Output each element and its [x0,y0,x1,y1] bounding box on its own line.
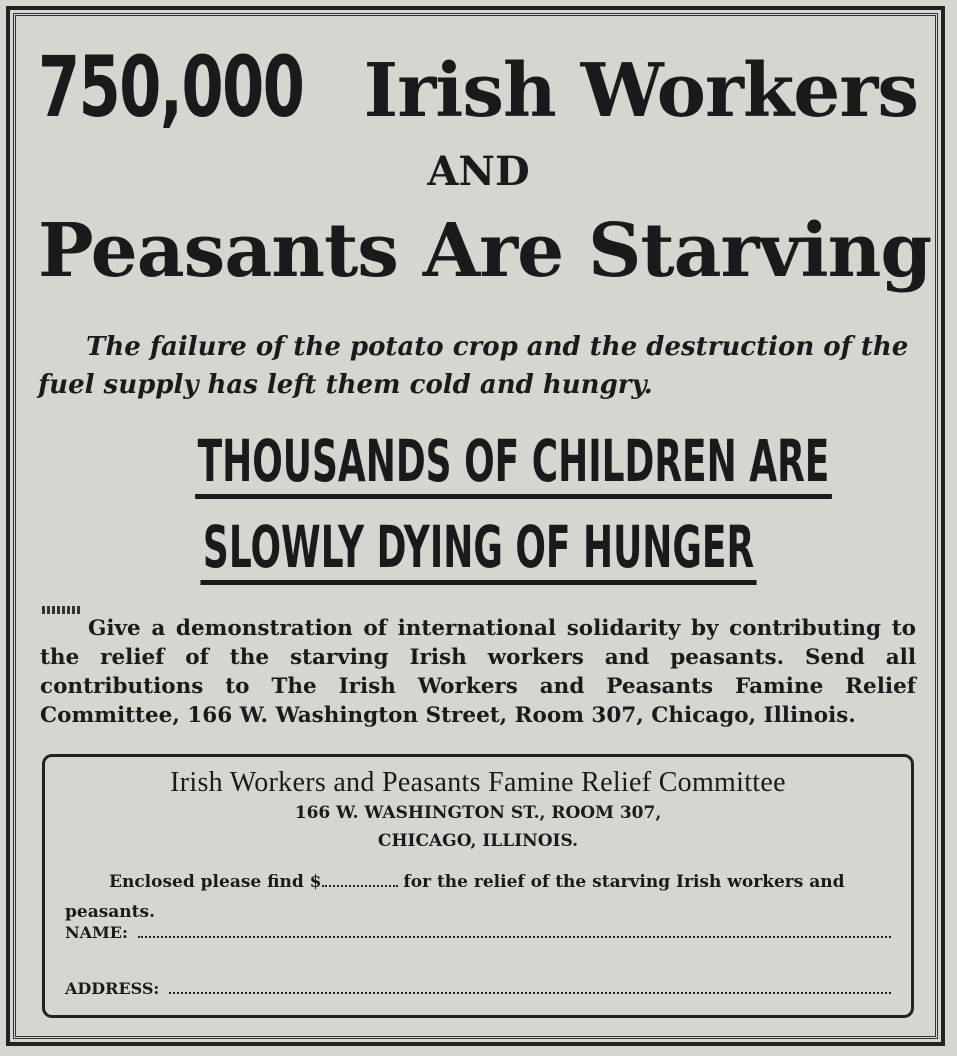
name-field[interactable] [138,924,891,938]
coupon-enclosed-text [65,867,895,927]
coupon-address-line-2: CHICAGO, ILLINOIS. [377,831,579,851]
enclosed-after: for the relief of the starving Irish workers and peasants. [65,872,845,922]
amount-field[interactable] [322,873,398,887]
children-banner [0,428,957,600]
children-line-1: THOUSANDS OF CHILDREN ARE [195,428,832,499]
headline-words: Irish Workers [363,48,918,134]
coupon-title: Irish Workers and Peasants Famine Relief Committee [170,767,786,798]
appeal-body: Give a demonstration of international solidarity by contributing to the relief of the starving Irish workers and peasants. Send all contributions to The Irish Workers and Peasants Famine Relief Committee, 166 W. Washington Street, Room 307, Chicago, Illinois. [40,616,916,728]
subhead: The failure of the potato crop and the destruction of the fuel supply has left them cold and hungry. [38,332,909,400]
address-field[interactable] [169,980,891,994]
coupon-address-line-1: 166 W. WASHINGTON ST., ROOM 307, [294,803,662,823]
headline-top [38,38,918,136]
print-mark [42,606,80,614]
headline-starving: Peasants Are Starving [38,208,932,294]
address-field-row [65,979,891,998]
headline-number: 750,000 [38,38,304,136]
donation-coupon [42,754,914,1018]
headline-and: AND [427,148,530,195]
name-label: NAME: [65,923,128,942]
name-field-row [65,923,891,942]
children-line-2: SLOWLY DYING OF HUNGER [200,514,756,585]
enclosed-before: Enclosed please find $ [109,872,322,892]
address-label: ADDRESS: [65,979,160,998]
